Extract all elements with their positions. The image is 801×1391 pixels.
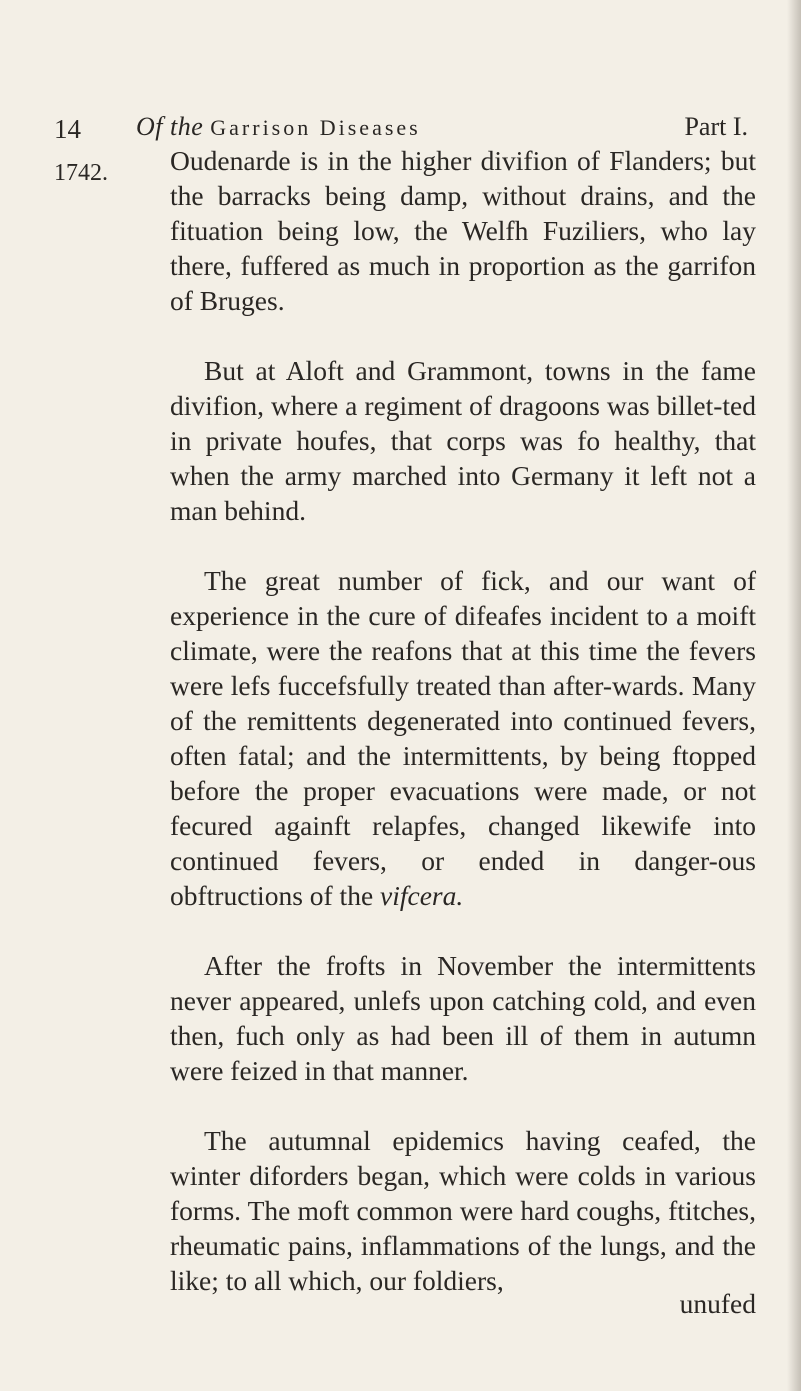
catchword: unufed	[679, 1288, 756, 1319]
margin-year: 1742.	[54, 160, 108, 186]
running-title-caps: Garrison Diseases	[210, 115, 421, 140]
part-label: Part I.	[684, 112, 748, 141]
body-text	[170, 143, 756, 1298]
paragraph-2: But at Aloft and Grammont, towns in the fame divifion, where a regiment of dragoons was billet-ted in private houfes, that corps was fo healthy, that when the army marched into Germany it left not a man behind.	[170, 355, 756, 526]
running-title-italic: Of the	[136, 112, 204, 141]
running-title	[136, 112, 421, 142]
paragraph-3-text: The great number of fick, and our want of experience in the cure of difeafes incident to a moift climate, were the reafons that at this time the fevers were lefs fuccefsfully treated than after-wards. Many of the remittents degenerated into continued fevers, often fatal; and the intermittents, by being ftopped before the proper evacuations were made, or not fecured againft relapfes, changed likewife into continued fevers, or ended in danger-ous obftructions of the	[170, 565, 756, 911]
page-edge-shadow	[787, 0, 801, 1391]
paragraph-5: The autumnal epidemics having ceafed, the winter diforders began, which were colds in various forms. The moft common were hard coughs, ftitches, rheumatic pains, inflammations of the lungs, and the like; to all which, our foldiers,	[170, 1125, 756, 1296]
page-number: 14	[54, 114, 81, 144]
italic-word-viscera: vifcera.	[380, 880, 464, 911]
paragraph-4: After the frofts in November the intermittents never appeared, unlefs upon catching cold, and even then, fuch only as had been ill of them in autumn were feized in that manner.	[170, 950, 756, 1086]
paragraph-1: Oudenarde is in the higher divifion of Flanders; but the barracks being damp, without drains, and the fituation being low, the Welfh Fuziliers, who lay there, fuffered as much in proportion as the garrifon of Bruges.	[170, 145, 756, 316]
paragraph-3	[170, 563, 756, 913]
